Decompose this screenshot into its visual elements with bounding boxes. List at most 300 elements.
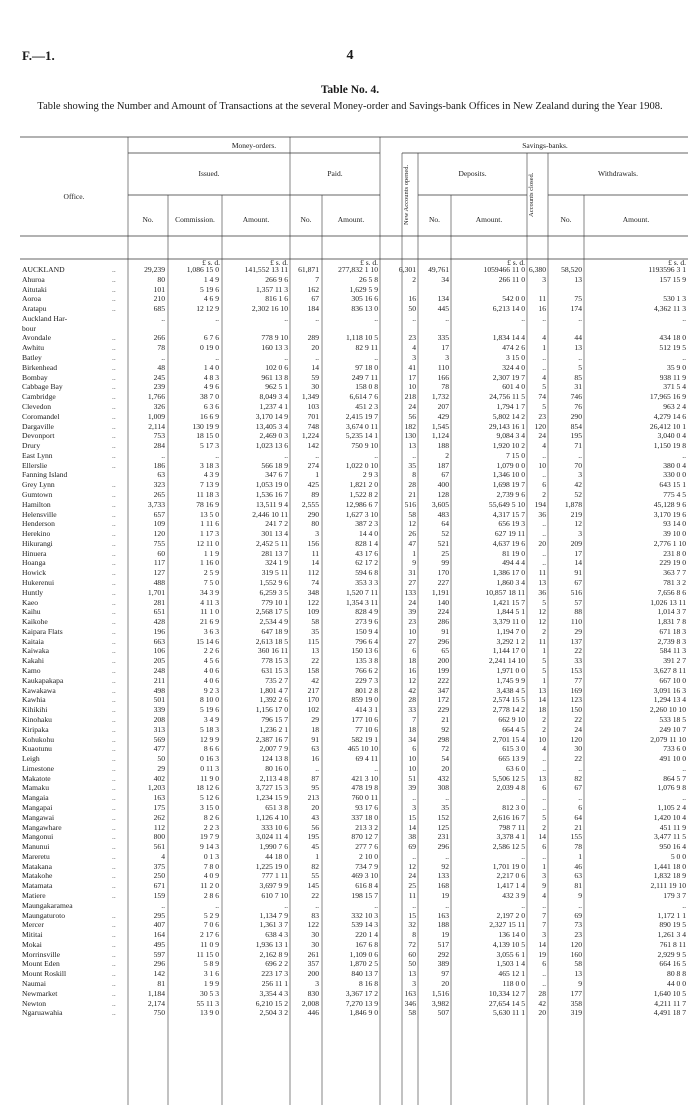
cell-new-accounts: 15 <box>408 812 416 822</box>
cell-deposits-no: 168 <box>437 881 449 891</box>
cell-issued-no: 281 <box>153 597 165 607</box>
office-name: Matakana <box>22 861 52 871</box>
cell-paid-amount: 1,118 10 5 <box>346 333 378 343</box>
leader-dots: .. <box>112 538 116 548</box>
cell-issued-commission: 3 4 9 <box>203 714 219 724</box>
cell-paid-no: 83 <box>311 910 319 920</box>
cell-issued-commission: 78 16 9 <box>196 499 219 509</box>
cell-new-accounts: 38 <box>408 832 416 842</box>
cell-deposits-amount: 4,317 15 7 <box>492 509 525 519</box>
cell-issued-commission: 5 17 3 <box>200 441 219 451</box>
cell-new-accounts: 17 <box>408 372 416 382</box>
cell-new-accounts: 26 <box>408 529 416 539</box>
cell-paid-amount: 582 19 1 <box>351 734 378 744</box>
leader-dots: .. <box>112 304 116 314</box>
cell-issued-amount: 2,007 7 9 <box>259 744 288 754</box>
cell-issued-no: 2,174 <box>147 998 165 1008</box>
table-row <box>0 529 700 539</box>
cell-paid-amount: 337 18 0 <box>351 812 378 822</box>
office-name: Kuaotunu <box>22 744 52 754</box>
office-name: Mercer <box>22 920 44 930</box>
cell-paid-no: 289 <box>307 333 319 343</box>
office-name: Mokai <box>22 939 42 949</box>
cell-withdrawals-no: 1 <box>578 851 582 861</box>
cell-issued-amount: 610 7 10 <box>261 891 288 900</box>
cell-deposits-amount: 1,844 5 1 <box>496 607 525 617</box>
office-name: East Lynn <box>22 450 53 460</box>
cell-withdrawals-amount: 157 15 9 <box>659 274 686 284</box>
cell-issued-commission: 4 5 6 <box>203 656 219 666</box>
col-paid-no: No. <box>300 215 312 224</box>
cell-paid-no: 1 <box>315 470 319 480</box>
cell-accounts-closed: 2 <box>542 724 546 734</box>
cell-paid-amount: 1,821 2 0 <box>349 480 378 490</box>
leader-dots: .. <box>112 597 116 607</box>
cell-issued-no: 313 <box>153 724 165 734</box>
cell-paid-no: 74 <box>311 578 319 587</box>
cell-issued-amount: 319 5 11 <box>261 568 288 578</box>
office-name: Kaiwaka <box>22 646 49 656</box>
cell-paid-no: .. <box>315 900 319 910</box>
cell-withdrawals-amount: .. <box>682 793 686 803</box>
cell-issued-commission: 3 15 0 <box>200 802 219 812</box>
cell-paid-no: 122 <box>307 920 319 930</box>
cell-deposits-amount: .. <box>521 900 525 910</box>
office-name: Kamo <box>22 666 41 676</box>
cell-withdrawals-no: 110 <box>570 617 582 627</box>
col-withdrawals-no: No. <box>560 215 572 224</box>
cell-issued-amount: 962 5 1 <box>265 382 288 392</box>
cell-deposits-no: 3 <box>445 353 449 363</box>
cell-deposits-no: .. <box>445 793 449 803</box>
cell-withdrawals-no: 78 <box>574 842 582 852</box>
cell-accounts-closed: 20 <box>538 538 546 548</box>
cell-paid-amount: 840 13 7 <box>351 969 378 979</box>
office-name: Leigh <box>22 754 40 764</box>
leader-dots: .. <box>112 558 116 568</box>
cell-withdrawals-amount: 643 15 1 <box>659 480 686 490</box>
cell-withdrawals-amount: 671 18 3 <box>659 626 686 636</box>
cell-new-accounts: 2 <box>412 274 416 284</box>
cell-new-accounts: .. <box>412 450 416 460</box>
cell-withdrawals-amount: 1,076 9 8 <box>657 783 686 793</box>
unit-deposits-amount: £ s. d. <box>507 258 525 267</box>
cell-paid-amount: 1,354 3 11 <box>346 597 378 607</box>
cell-accounts-closed: .. <box>542 802 546 812</box>
cell-withdrawals-amount: 733 6 0 <box>663 744 686 754</box>
cell-issued-amount: 3,354 4 3 <box>259 988 288 998</box>
cell-withdrawals-no: 70 <box>574 460 582 470</box>
cell-withdrawals-no: 358 <box>570 998 582 1008</box>
cell-paid-amount: 836 13 0 <box>351 304 378 314</box>
office-name: Matamata <box>22 881 53 891</box>
cell-paid-no: 2,555 <box>301 499 319 509</box>
cell-paid-no: 22 <box>311 656 319 666</box>
cell-issued-amount: 1,392 2 6 <box>259 695 288 705</box>
cell-paid-amount: 198 15 7 <box>351 891 378 900</box>
office-name: Kaeo <box>22 597 39 607</box>
leader-dots: .. <box>112 666 116 676</box>
cell-withdrawals-no: 22 <box>574 754 582 764</box>
paid-header: Paid. <box>327 169 343 178</box>
cell-deposits-no: 1,124 <box>431 431 449 441</box>
table-row <box>0 324 700 334</box>
leader-dots: .. <box>112 949 116 959</box>
cell-issued-commission: 2 2 6 <box>203 646 219 656</box>
cell-accounts-closed: .. <box>542 754 546 764</box>
cell-paid-amount: 69 4 11 <box>355 754 378 764</box>
cell-withdrawals-amount: 1,640 10 5 <box>653 988 686 998</box>
cell-paid-no: 290 <box>307 509 319 519</box>
cell-deposits-no: 125 <box>437 822 449 832</box>
leader-dots: .. <box>112 939 116 949</box>
cell-issued-amount: 3,727 15 3 <box>255 783 288 793</box>
cell-withdrawals-amount: 391 2 7 <box>663 656 686 666</box>
cell-paid-amount: 1,522 8 2 <box>349 489 378 499</box>
cell-issued-commission: 12 11 0 <box>196 538 219 548</box>
cell-paid-amount: 277 7 6 <box>355 842 378 852</box>
cell-deposits-amount: 1,701 19 0 <box>492 861 525 871</box>
cell-withdrawals-no: 516 <box>570 587 582 597</box>
cell-issued-commission: 38 7 0 <box>200 392 219 402</box>
cell-issued-no: 685 <box>153 304 165 314</box>
cell-new-accounts: 12 <box>408 519 416 529</box>
cell-deposits-no: 65 <box>441 646 449 656</box>
leader-dots: .. <box>112 822 116 832</box>
cell-paid-amount: 353 3 3 <box>355 578 378 587</box>
table-row <box>0 294 700 304</box>
office-name: Auckland Har- <box>22 313 68 323</box>
cell-withdrawals-amount: 93 14 0 <box>663 519 686 529</box>
cell-issued-no: 210 <box>153 294 165 304</box>
cell-accounts-closed: 36 <box>538 509 546 519</box>
cell-paid-no: 102 <box>307 705 319 715</box>
cell-issued-commission: 18 15 0 <box>196 431 219 441</box>
cell-withdrawals-amount: 5 0 0 <box>670 851 686 861</box>
cell-new-accounts: 50 <box>408 959 416 969</box>
cell-accounts-closed: 6 <box>542 959 546 969</box>
table-row <box>0 793 700 803</box>
cell-paid-amount: .. <box>374 763 378 773</box>
cell-deposits-amount: 1,860 3 4 <box>496 578 525 587</box>
cell-deposits-amount: 324 4 0 <box>502 362 525 372</box>
cell-deposits-amount: 24,756 11 5 <box>489 392 525 402</box>
cell-paid-amount: 1,629 5 9 <box>349 284 378 294</box>
cell-deposits-no: 78 <box>441 382 449 392</box>
office-name: AUCKLAND <box>22 265 65 274</box>
cell-issued-no: 477 <box>153 744 165 754</box>
cell-issued-amount: 2,504 3 2 <box>259 1008 288 1018</box>
leader-dots: .. <box>112 998 116 1008</box>
cell-withdrawals-no: 44 <box>574 333 582 343</box>
table-row <box>0 578 700 588</box>
cell-issued-no: 80 <box>157 274 165 284</box>
cell-paid-no: 45 <box>311 842 319 852</box>
cell-deposits-amount: 494 4 4 <box>502 558 525 568</box>
cell-issued-amount: 696 2 2 <box>265 959 288 969</box>
office-name: Mount Eden <box>22 959 60 969</box>
cell-accounts-closed: 14 <box>538 939 546 949</box>
cell-new-accounts: 7 <box>412 714 416 724</box>
cell-issued-commission: 3 1 6 <box>203 969 219 979</box>
cell-issued-amount: 6,259 3 5 <box>259 587 288 597</box>
cell-issued-no: 651 <box>153 607 165 617</box>
cell-issued-amount: 301 13 4 <box>261 529 288 539</box>
cell-paid-no: 217 <box>307 685 319 695</box>
cell-issued-no: 800 <box>153 832 165 842</box>
cell-issued-commission: 1 4 9 <box>203 274 219 284</box>
cell-withdrawals-amount: 35 9 0 <box>667 362 686 372</box>
table-row <box>0 431 700 441</box>
leader-dots: .. <box>112 920 116 930</box>
cell-new-accounts: 6 <box>412 646 416 656</box>
cell-deposits-no: 25 <box>441 548 449 558</box>
table-row <box>0 373 700 383</box>
leader-dots: .. <box>112 499 116 509</box>
table-row <box>0 774 700 784</box>
cell-paid-no: 22 <box>311 891 319 900</box>
table-row <box>0 461 700 471</box>
cell-deposits-no: 21 <box>441 714 449 724</box>
cell-paid-no: 195 <box>307 832 319 842</box>
cell-deposits-amount: .. <box>521 851 525 861</box>
office-name: Mangonui <box>22 832 54 842</box>
cell-withdrawals-amount: 1,026 13 11 <box>650 597 686 607</box>
cell-deposits-no: 1,516 <box>431 988 449 998</box>
cell-deposits-no: 1,732 <box>431 392 449 402</box>
table-row <box>0 441 700 451</box>
cell-accounts-closed: 5 <box>542 382 546 392</box>
cell-withdrawals-amount: 330 0 0 <box>663 470 686 480</box>
cell-issued-no: 375 <box>153 861 165 871</box>
col-issued-amount: Amount. <box>242 215 270 224</box>
cell-deposits-amount: 664 4 5 <box>502 724 525 734</box>
cell-paid-no: 16 <box>311 754 319 764</box>
table-row <box>0 754 700 764</box>
cell-issued-amount: 816 1 6 <box>265 294 288 304</box>
cell-paid-no: 13 <box>311 646 319 656</box>
cell-issued-commission: 2 17 6 <box>200 930 219 940</box>
cell-deposits-no: 133 <box>437 871 449 881</box>
cell-issued-commission: 1 11 6 <box>200 519 219 529</box>
cell-accounts-closed: 16 <box>538 304 546 314</box>
cell-issued-no: 29,239 <box>144 265 165 274</box>
savings-banks-header: Savings-banks. <box>522 141 568 150</box>
money-orders-header: Money-orders. <box>231 141 277 150</box>
leader-dots: .. <box>112 891 116 900</box>
cell-paid-no: 2,008 <box>301 998 319 1008</box>
cell-paid-amount: 93 17 6 <box>355 802 378 812</box>
cell-paid-no: 184 <box>307 304 319 314</box>
cell-paid-amount: 332 10 3 <box>351 910 378 920</box>
cell-issued-no: 81 <box>157 979 165 989</box>
cell-deposits-no: 54 <box>441 754 449 764</box>
cell-new-accounts: 13 <box>408 969 416 979</box>
cell-deposits-no: 227 <box>437 578 449 587</box>
cell-accounts-closed: 5 <box>542 812 546 822</box>
cell-new-accounts: 28 <box>408 695 416 705</box>
cell-deposits-no: 91 <box>441 626 449 636</box>
cell-withdrawals-amount: 3,040 0 4 <box>657 431 686 441</box>
office-name: Batley <box>22 353 42 363</box>
cell-issued-amount: 160 13 3 <box>261 343 288 353</box>
office-name: Coromandel <box>22 411 60 421</box>
leader-dots: .. <box>112 431 116 441</box>
cell-withdrawals-no: 64 <box>574 812 582 822</box>
cell-accounts-closed: 9 <box>542 881 546 891</box>
cell-new-accounts: 3 <box>412 802 416 812</box>
cell-deposits-amount: 465 12 1 <box>498 969 525 979</box>
cell-issued-amount: 2,452 5 11 <box>256 538 288 548</box>
cell-new-accounts: 27 <box>408 578 416 587</box>
cell-issued-no: 671 <box>153 881 165 891</box>
leader-dots: .. <box>112 353 116 363</box>
cell-deposits-no: 67 <box>441 470 449 480</box>
table-row <box>0 735 700 745</box>
cell-withdrawals-amount: 2,079 11 10 <box>650 734 686 744</box>
cell-accounts-closed: 6 <box>542 842 546 852</box>
cell-withdrawals-no: 3 <box>578 470 582 480</box>
cell-deposits-amount: 2,307 19 7 <box>492 372 525 382</box>
cell-deposits-amount: 656 19 3 <box>498 519 525 529</box>
cell-deposits-amount: 2,217 0 6 <box>496 871 525 881</box>
cell-accounts-closed: 19 <box>538 949 546 959</box>
cell-withdrawals-no: 81 <box>574 881 582 891</box>
cell-issued-commission: 2 2 3 <box>203 822 219 832</box>
cell-withdrawals-no: 290 <box>570 411 582 421</box>
cell-withdrawals-amount: 1,014 3 7 <box>657 607 686 617</box>
cell-new-accounts: 8 <box>412 470 416 480</box>
table-row <box>0 1008 700 1018</box>
office-name: Avondale <box>22 333 51 343</box>
cell-new-accounts: 182 <box>404 421 416 431</box>
cell-issued-amount: 779 10 1 <box>261 597 288 607</box>
table-row <box>0 901 700 911</box>
table-row <box>0 891 700 901</box>
cell-withdrawals-amount: 1,441 18 0 <box>653 861 686 871</box>
cell-new-accounts: .. <box>412 313 416 323</box>
cell-paid-no: 35 <box>311 626 319 636</box>
cell-new-accounts: 16 <box>408 294 416 304</box>
cell-deposits-no: 296 <box>437 842 449 852</box>
cell-new-accounts: 346 <box>404 998 416 1008</box>
cell-withdrawals-no: .. <box>578 900 582 910</box>
office-name: Kaipara Flats <box>22 626 63 636</box>
withdrawals-header: Withdrawals. <box>598 169 638 178</box>
leader-dots: .. <box>112 969 116 979</box>
office-name: Kawakawa <box>22 685 56 695</box>
table-row <box>0 940 700 950</box>
cell-deposits-no: 207 <box>437 401 449 411</box>
table-row <box>0 823 700 833</box>
office-name: Aoroa <box>22 294 41 304</box>
cell-paid-amount: 616 8 4 <box>355 881 378 891</box>
table-row <box>0 392 700 402</box>
cell-withdrawals-amount: 3,170 19 6 <box>653 509 686 519</box>
cell-issued-no: 753 <box>153 431 165 441</box>
cell-issued-commission: 13 9 0 <box>200 1008 219 1018</box>
cell-deposits-no: 72 <box>441 744 449 754</box>
cell-paid-no: 29 <box>311 714 319 724</box>
cell-deposits-amount: 5,506 12 5 <box>492 773 525 783</box>
cell-deposits-no: 445 <box>437 304 449 314</box>
cell-paid-no: .. <box>315 313 319 323</box>
cell-accounts-closed: 5 <box>542 656 546 666</box>
cell-deposits-no: 134 <box>437 294 449 304</box>
office-name: Mangapai <box>22 802 53 812</box>
cell-issued-amount: 735 2 7 <box>265 675 288 685</box>
table-row <box>0 412 700 422</box>
leader-dots: .. <box>112 450 116 460</box>
col-issued-no: No. <box>142 215 154 224</box>
cell-new-accounts: 39 <box>408 607 416 617</box>
cell-accounts-closed: .. <box>542 450 546 460</box>
cell-deposits-no: 222 <box>437 675 449 685</box>
leader-dots: .. <box>112 724 116 734</box>
leader-dots: .. <box>112 793 116 803</box>
table-row <box>0 783 700 793</box>
office-name: Awhitu <box>22 343 45 353</box>
cell-issued-amount: 2,162 8 9 <box>259 949 288 959</box>
cell-withdrawals-amount: 491 10 0 <box>659 754 686 764</box>
cell-deposits-amount: 3 15 0 <box>506 353 525 363</box>
cell-new-accounts: 218 <box>404 392 416 402</box>
leader-dots: .. <box>112 734 116 744</box>
cell-issued-commission: 5 19 6 <box>200 284 219 294</box>
cell-issued-amount: 333 10 6 <box>261 822 288 832</box>
cell-withdrawals-no: 14 <box>574 558 582 568</box>
cell-paid-no: 1,349 <box>301 392 319 402</box>
cell-paid-no: 18 <box>311 724 319 734</box>
cell-new-accounts: .. <box>412 900 416 910</box>
cell-paid-amount: 1,520 7 11 <box>346 587 378 597</box>
cell-issued-no: 295 <box>153 910 165 920</box>
cell-withdrawals-no: 160 <box>570 949 582 959</box>
leader-dots: .. <box>112 714 116 724</box>
cell-paid-amount: 249 7 11 <box>351 372 378 382</box>
leader-dots: .. <box>112 675 116 685</box>
cell-issued-amount: 2,387 16 7 <box>255 734 288 744</box>
cell-deposits-no: 1,191 <box>431 587 449 597</box>
cell-withdrawals-amount: 371 5 4 <box>663 382 686 392</box>
cell-withdrawals-amount: 45,128 9 6 <box>653 499 686 509</box>
cell-withdrawals-amount: 4,491 18 7 <box>653 1008 686 1018</box>
table-row <box>0 558 700 568</box>
cell-withdrawals-no: 58 <box>574 959 582 969</box>
cell-deposits-amount: 5,802 14 2 <box>492 411 525 421</box>
col-withdrawals-amount: Amount. <box>622 215 650 224</box>
cell-accounts-closed: 14 <box>538 695 546 705</box>
cell-issued-commission: 11 2 0 <box>200 881 219 891</box>
cell-withdrawals-amount: 3,477 11 5 <box>654 832 686 842</box>
cell-issued-amount: 1,053 19 0 <box>255 480 288 490</box>
cell-paid-amount: 12,986 6 7 <box>345 499 378 509</box>
cell-issued-amount: 647 18 9 <box>261 626 288 636</box>
table-row <box>0 813 700 823</box>
cell-paid-amount: 14 4 0 <box>359 529 378 539</box>
cell-accounts-closed: 20 <box>538 1008 546 1018</box>
cell-paid-no: 261 <box>307 949 319 959</box>
cell-paid-amount: 828 4 9 <box>355 607 378 617</box>
cell-deposits-amount: 798 7 11 <box>498 822 525 832</box>
cell-new-accounts: 60 <box>408 949 416 959</box>
cell-new-accounts: 9 <box>412 558 416 568</box>
office-name: Aratapu <box>22 304 47 314</box>
cell-deposits-no: 52 <box>441 529 449 539</box>
cell-paid-amount: .. <box>374 450 378 460</box>
table-row <box>0 999 700 1009</box>
cell-new-accounts: 6,301 <box>398 265 416 274</box>
